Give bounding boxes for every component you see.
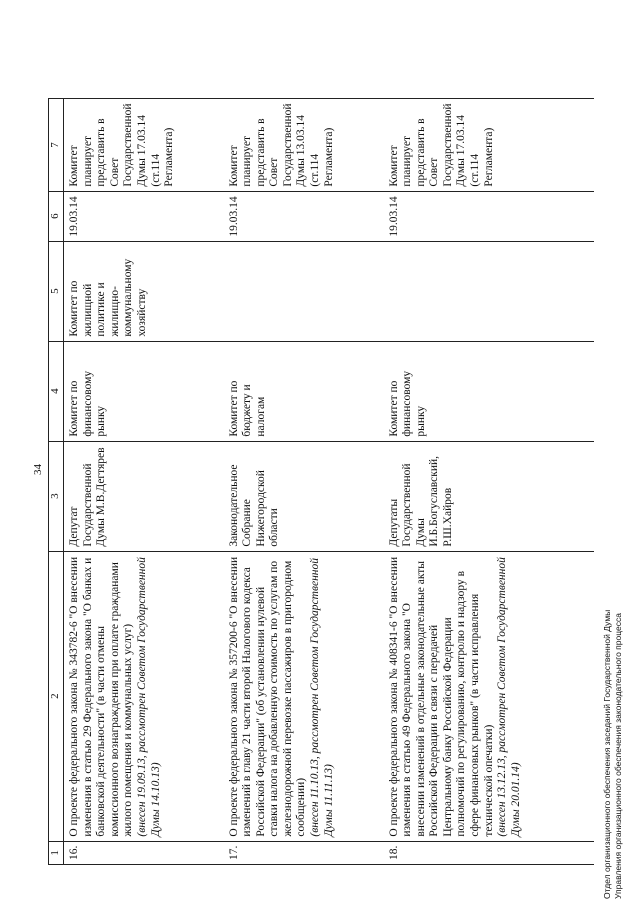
header-col-3: 3	[49, 441, 64, 551]
responsible-committee: Комитет по финансовому рынку	[64, 341, 224, 441]
bill-description	[224, 551, 384, 841]
bill-note: (внесен 19.09.13, рассмотрен Советом Государственной Думы 14.10.13)	[135, 557, 162, 837]
footer-line-1: Отдел организационного обеспечения заседаний Государственной Думы	[602, 609, 612, 899]
row-number: 16.	[64, 841, 224, 864]
row-number: 18.	[384, 841, 594, 864]
page-footer	[602, 610, 623, 899]
bill-text: О проекте федерального закона № 357200-6 "О внесении изменений в главу 21 части второй Налогового кодекса Российской Федерации" (об установлении нулевой ставки налога на добавленную стоимость по услугам по железнодорожной перевозке пассажиров в пригородном сообщении)	[227, 556, 308, 837]
bill-author: Депутат Государственной Думы М.В.Дегтярев	[64, 441, 224, 551]
header-col-2: 2	[49, 551, 64, 841]
bill-text: О проекте федерального закона № 408341-6 "О внесении изменения в статью 49 Федерального закона "О внесении изменений в отдельные законодательные акты Российской Федерации в связи с передачей Центральному банку Российской Федерации полномочий по регулированию, контролю и надзору в сфере финансовых рынков" (в части исправления технической опечатки)	[387, 556, 495, 837]
header-row	[49, 99, 64, 865]
table-row	[384, 99, 594, 865]
co-executor-committee: Комитет по жилищной политике и жилищно-коммунальному хозяйству	[64, 241, 224, 341]
table-row	[64, 99, 224, 865]
bill-note: (внесен 13.12.13, рассмотрен Советом Государственной Думы 20.01.14)	[496, 557, 522, 837]
responsible-committee: Комитет по бюджету и налогам	[224, 341, 384, 441]
bill-author: Законодательное Собрание Нижегородской области	[224, 441, 384, 551]
header-col-6: 6	[49, 191, 64, 241]
row-number: 17.	[224, 841, 384, 864]
committee-plan: Комитет планирует представить в Совет Государственной Думы 17.03.14 (ст.114 Регламента)	[64, 99, 224, 191]
footer-line-2: Управления организационного обеспечения законодательного процесса	[612, 613, 623, 899]
table-row	[224, 99, 384, 865]
bill-description	[384, 551, 594, 841]
bill-note: (внесен 11.10.13, рассмотрен Советом Государственной Думы 11.11.13)	[309, 558, 335, 837]
header-col-1: 1	[49, 841, 64, 864]
header-col-7: 7	[49, 99, 64, 191]
co-executor-committee	[224, 241, 384, 341]
bill-author: Депутаты Государственной Думы И.Б.Богуславский, Р.Ш.Хайров	[384, 441, 594, 551]
consideration-date: 19.03.14	[64, 191, 224, 241]
bills-table	[48, 98, 594, 865]
consideration-date: 19.03.14	[224, 191, 384, 241]
bill-description	[64, 551, 224, 841]
co-executor-committee	[384, 241, 594, 341]
committee-plan: Комитет планирует представить в Совет Государственной Думы 13.03.14 (ст.114 Регламента)	[224, 99, 384, 191]
header-col-5: 5	[49, 241, 64, 341]
header-col-4: 4	[49, 341, 64, 441]
committee-plan: Комитет планирует представить в Совет Государственной Думы 17.03.14 (ст.114 Регламента)	[384, 99, 594, 191]
bill-text: О проекте федерального закона № 343782-6 "О внесении изменения в статью 29 Федерального закона "О банках и банковской деятельности" (в части отмены комиссионного вознаграждения при оплате гражданами жилого помещения и коммунальных услуг)	[68, 556, 135, 837]
page-number: 34	[32, 464, 44, 475]
consideration-date: 19.03.14	[384, 191, 594, 241]
responsible-committee: Комитет по финансовому рынку	[384, 341, 594, 441]
